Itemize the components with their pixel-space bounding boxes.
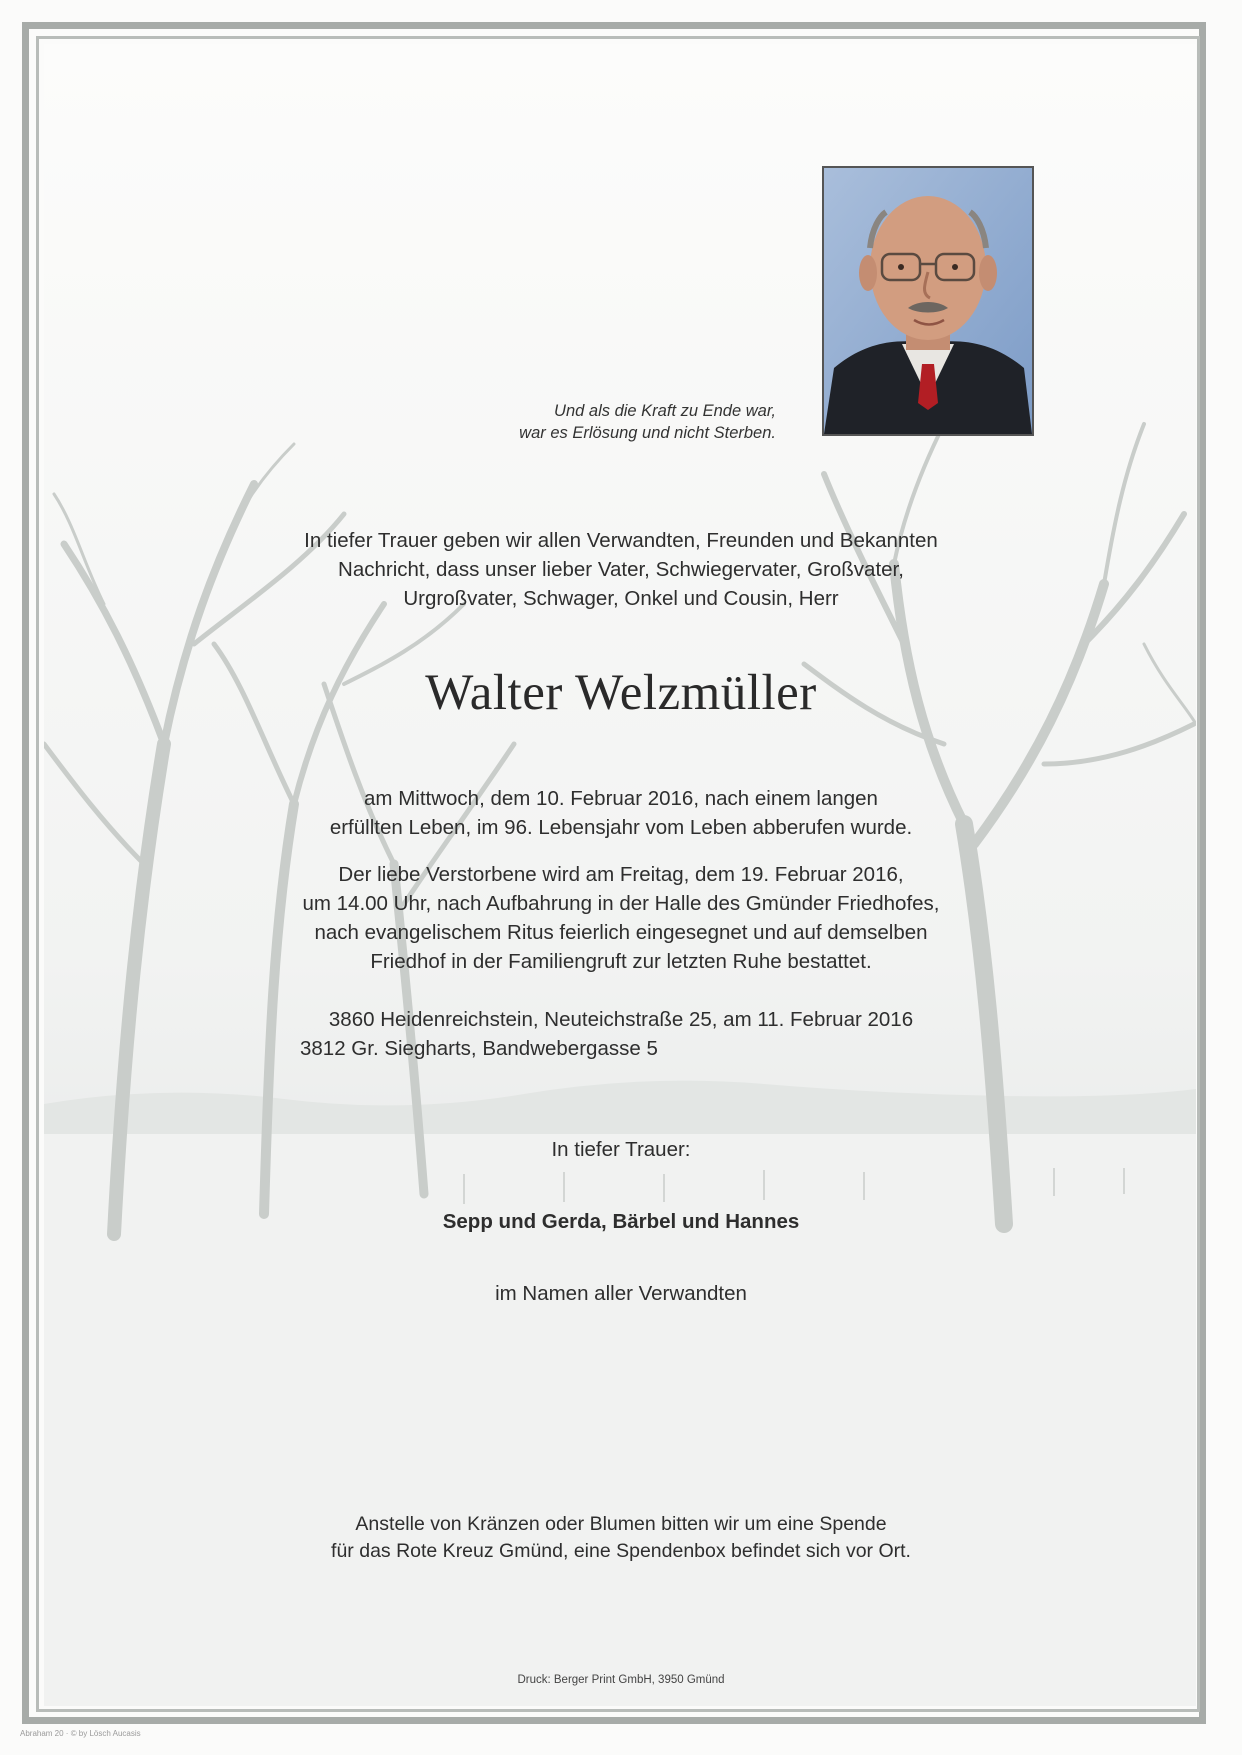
intro-line-3: Urgroßvater, Schwager, Onkel und Cousin, Herr xyxy=(403,587,839,610)
death-notice xyxy=(0,784,1242,842)
deceased-name: Walter Welzmüller xyxy=(425,665,817,721)
addresses xyxy=(0,1005,1242,1063)
address-line-1: 3860 Heidenreichstein, Neuteichstraße 25, am 11. Februar 2016 xyxy=(328,1008,914,1031)
funeral-line-1: Der liebe Verstorbene wird am Freitag, dem 19. Februar 2016, xyxy=(338,863,904,886)
funeral-line-2: um 14.00 Uhr, nach Aufbahrung in der Halle des Gmünder Friedhofes, xyxy=(302,892,940,915)
death-line-1: am Mittwoch, dem 10. Februar 2016, nach einem langen xyxy=(364,787,878,810)
memorial-quote xyxy=(436,400,776,444)
portrait-illustration xyxy=(824,168,1032,434)
printer-credit: Druck: Berger Print GmbH, 3950 Gmünd xyxy=(517,1674,725,1686)
donation-line-2: für das Rote Kreuz Gmünd, eine Spendenbox befindet sich vor Ort. xyxy=(331,1540,911,1562)
intro-line-1: In tiefer Trauer geben wir allen Verwandten, Freunden und Bekannten xyxy=(304,529,938,552)
funeral-line-3: nach evangelischem Ritus feierlich eingesegnet und auf demselben xyxy=(314,921,928,944)
death-line-2: erfüllten Leben, im 96. Lebensjahr vom Leben abberufen wurde. xyxy=(329,816,913,839)
announcement-intro xyxy=(0,526,1242,613)
mourners-names: Sepp und Gerda, Bärbel und Hannes xyxy=(442,1210,800,1233)
funeral-line-4: Friedhof in der Familiengruft zur letzten Ruhe bestattet. xyxy=(370,950,872,973)
address-line-2: 3812 Gr. Siegharts, Bandwebergasse 5 xyxy=(300,1037,658,1060)
mourning-heading: In tiefer Trauer: xyxy=(551,1138,691,1161)
funeral-details xyxy=(0,860,1242,976)
donation-request xyxy=(0,1511,1242,1565)
template-credit: Abraham 20 · © by Lösch Aucasis xyxy=(20,1729,141,1738)
quote-line-2: war es Erlösung und nicht Sterben. xyxy=(519,424,776,442)
donation-line-1: Anstelle von Kränzen oder Blumen bitten wir um eine Spende xyxy=(355,1513,887,1535)
mourners-footer: im Namen aller Verwandten xyxy=(495,1282,747,1305)
portrait-photo xyxy=(822,166,1034,436)
quote-line-1: Und als die Kraft zu Ende war, xyxy=(554,402,776,420)
intro-line-2: Nachricht, dass unser lieber Vater, Schwiegervater, Großvater, xyxy=(338,558,904,581)
